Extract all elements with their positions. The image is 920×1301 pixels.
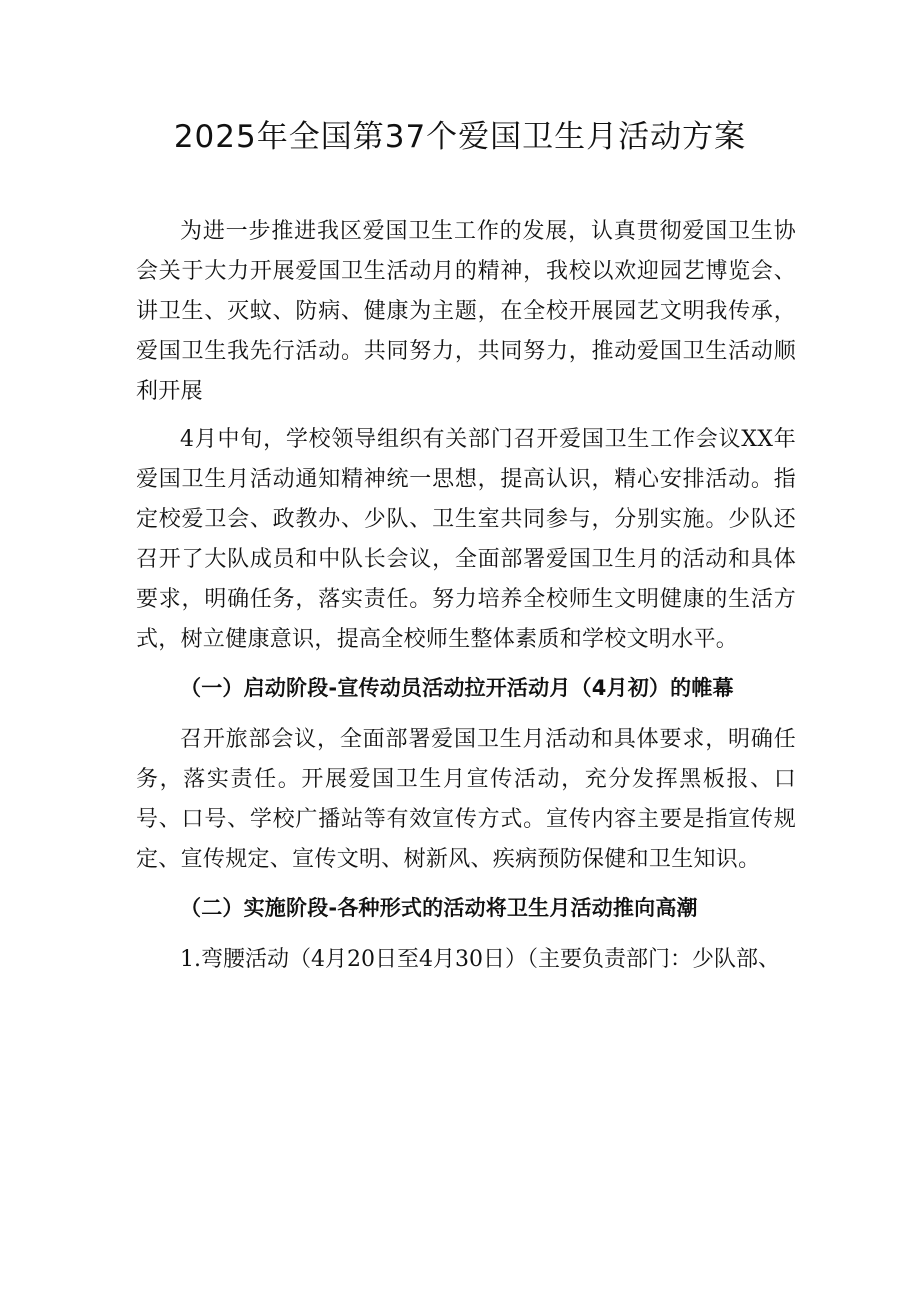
section-heading-launch: （一）启动阶段-宣传动员活动拉开活动月（4月初）的帷幕	[180, 676, 734, 700]
meeting-paragraph: 4月中旬，学校领导组织有关部门召开爱国卫生工作会议XX年爱国卫生月活动通知精神统一思想，提高认识，精心安排活动。指定校爱卫会、政教办、少队、卫生室共同参与，分别实施。少队还召开了大队成员和中队长会议，全面部署爱国卫生月的活动和具体要求，明确任务，落实责任。努力培养全校师生文明健康的生活方式，树立健康意识，提高全校师生整体素质和学校文明水平。	[136, 427, 796, 652]
document-title: 2025年全国第37个爱国卫生月活动方案	[173, 119, 747, 155]
section-heading-implementation: （二）实施阶段-各种形式的活动将卫生月活动推向高潮	[180, 896, 698, 920]
launch-paragraph: 召开旅部会议，全面部署爱国卫生月活动和具体要求，明确任务，落实责任。开展爱国卫生月宣传活动，充分发挥黑板报、口号、口号、学校广播站等有效宣传方式。宣传内容主要是指宣传规定、宣传规定、宣传文明、树新风、疾病预防保健和卫生知识。	[136, 727, 796, 872]
document-body	[136, 212, 796, 980]
intro-paragraph: 为进一步推进我区爱国卫生工作的发展，认真贯彻爱国卫生协会关于大力开展爱国卫生活动月的精神，我校以欢迎园艺博览会、讲卫生、灭蚊、防病、健康为主题，在全校开展园艺文明我传承，爱国卫生我先行活动。共同努力，共同努力，推动爱国卫生活动顺利开展	[136, 219, 796, 404]
list-item: 1.弯腰活动（4月20日至4月30日）（主要负责部门：少队部、	[180, 947, 780, 972]
